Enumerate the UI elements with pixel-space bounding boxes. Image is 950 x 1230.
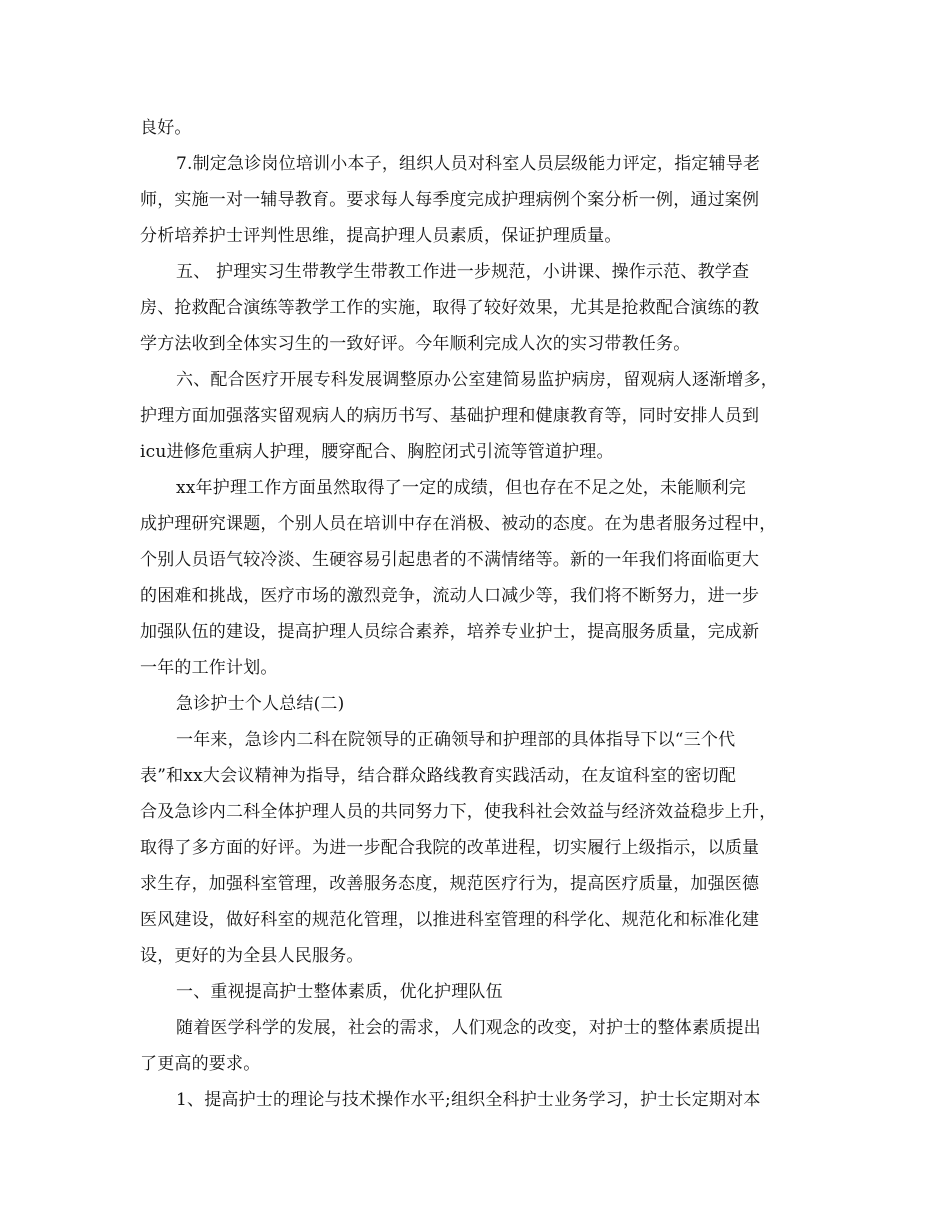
text-line: 分析培养护士评判性思维，提高护理人员素质，保证护理质量。 — [140, 226, 622, 246]
text-line: xx年护理工作方面虽然取得了一定的成绩，但也存在不足之处，未能顺利完 — [176, 478, 746, 498]
text-line: 合及急诊内二科全体护理人员的共同努力下，使我科社会效益与经济效益稳步上升， — [140, 802, 777, 822]
text-line: 设，更好的为全县人民服务。 — [140, 946, 364, 966]
text-line: 1、提高护士的理论与技术操作水平;组织全科护士业务学习，护士长定期对本 — [176, 1090, 761, 1110]
text-line: 取得了多方面的好评。为进一步配合我院的改革进程，切实履行上级指示，以质量 — [140, 838, 760, 858]
section-heading: 急诊护士个人总结(二) — [176, 694, 345, 714]
text-line: 随着医学科学的发展，社会的需求，人们观念的改变，对护士的整体素质提出 — [176, 1018, 761, 1038]
text-line: 表”和xx大会议精神为指导，结合群众路线教育实践活动，在友谊科室的密切配 — [140, 766, 737, 786]
text-line: 个别人员语气较冷淡、生硬容易引起患者的不满情绪等。新的一年我们将面临更大 — [140, 550, 760, 570]
text-line: 成护理研究课题，个别人员在培训中存在消极、被动的态度。在为患者服务过程中， — [140, 514, 777, 534]
text-line: 医风建设，做好科室的规范化管理，以推进科室管理的科学化、规范化和标准化建 — [140, 910, 760, 930]
text-line: 六、配合医疗开展专科发展调整原办公室建简易监护病房，留观病人逐渐增多， — [176, 370, 778, 390]
text-line: 7.制定急诊岗位培训小本子，组织人员对科室人员层级能力评定，指定辅导老 — [176, 154, 761, 174]
text-line: 护理方面加强落实留观病人的病历书写、基础护理和健康教育等，同时安排人员到 — [140, 406, 760, 426]
text-line: 房、抢救配合演练等教学工作的实施，取得了较好效果，尤其是抢救配合演练的教 — [140, 298, 760, 318]
text-line: 的困难和挑战，医疗市场的激烈竞争，流动人口减少等，我们将不断努力，进一步 — [140, 586, 760, 606]
text-line: 求生存，加强科室管理，改善服务态度，规范医疗行为，提高医疗质量，加强医德 — [140, 874, 760, 894]
text-line: icu进修危重病人护理，腰穿配合、胸腔闭式引流等管道护理。 — [140, 442, 614, 462]
text-line: 一年的工作计划。 — [140, 658, 278, 678]
text-line: 一年来，急诊内二科在院领导的正确领导和护理部的具体指导下以“三个代 — [176, 730, 736, 750]
text-line: 学方法收到全体实习生的一致好评。今年顺利完成人次的实习带教任务。 — [140, 334, 691, 354]
subsection-heading: 一、重视提高护士整体素质，优化护理队伍 — [176, 982, 503, 1002]
text-line: 良好。 — [140, 118, 192, 138]
text-line: 了更高的要求。 — [140, 1054, 261, 1074]
text-line: 加强队伍的建设，提高护理人员综合素养，培养专业护士，提高服务质量，完成新 — [140, 622, 760, 642]
text-line: 五、 护理实习生带教学生带教工作进一步规范，小讲课、操作示范、教学查 — [176, 262, 750, 282]
text-line: 师，实施一对一辅导教育。要求每人每季度完成护理病例个案分析一例，通过案例 — [140, 190, 760, 210]
